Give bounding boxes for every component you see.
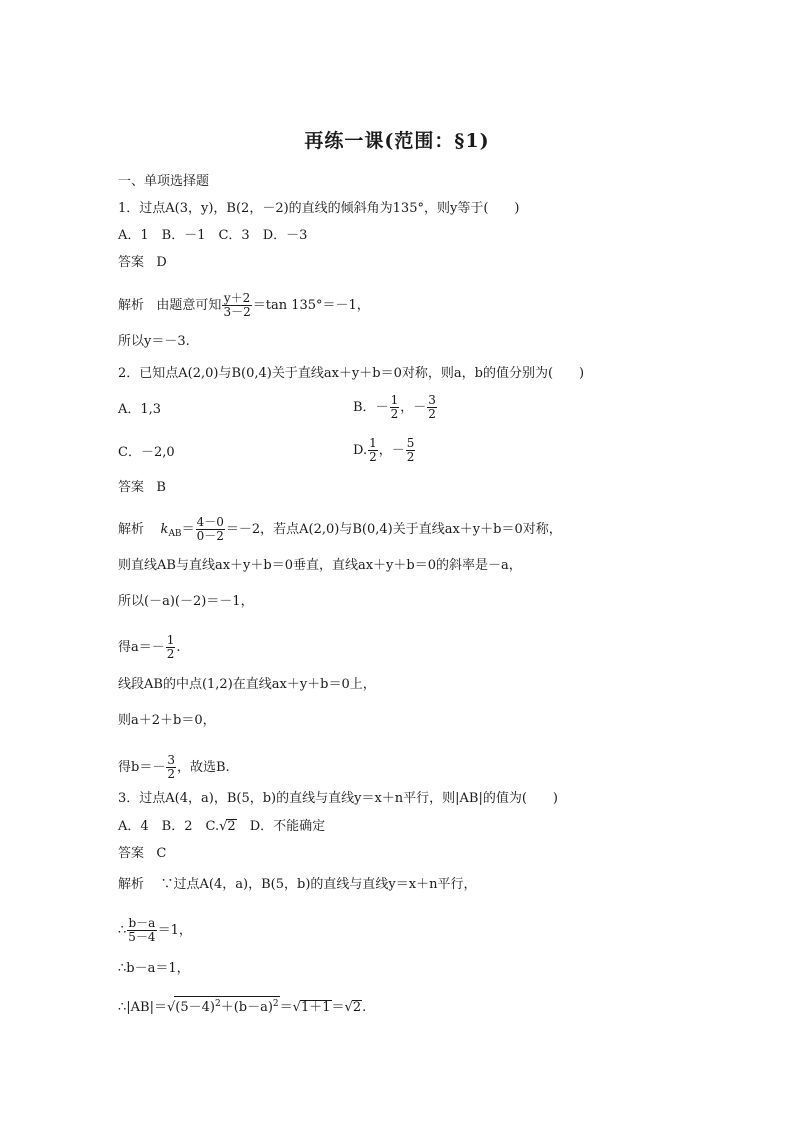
fraction: $\frac{1}{2}$ (369, 436, 377, 464)
solution-text: 由题意可知 (156, 298, 222, 313)
question-3-solution-line-4: $\therefore|AB|=√(5-4)^2+(b-a)^2=√1+1=√2$. (118, 996, 366, 1016)
solution-label: 解析 (118, 298, 145, 313)
square-root: 1＋1 (300, 1000, 331, 1015)
question-3-solution-line-2: ∴ $\frac{b-a}{5-4}$ ＝1， (118, 916, 192, 944)
section-heading: 一、单项选择题 (118, 174, 210, 189)
question-1-solution-line-1 (118, 292, 370, 319)
question-2-solution-line-1: 解析 $k_{AB}=$ $\frac{4-0}{0-2}$ ＝－2，若点A(2,0)与B(0,4)关于直线ax＋y＋b＝0对称， (118, 515, 562, 543)
question-3-solution-line-3: ∴b－a＝1， (118, 961, 190, 976)
page-title: 再练一课(范围：§1) (304, 130, 490, 152)
fraction: $\frac{b-a}{5-4}$ (128, 916, 156, 944)
fraction: $\frac{1}{2}$ (390, 393, 399, 421)
fraction: $\frac{1}{2}$ (166, 633, 175, 661)
answer-label: 答案 (118, 480, 145, 495)
question-2-stem: 2．已知点A(2,0)与B(0,4)关于直线ax＋y＋b＝0对称，则a，b的值分别为( ) (118, 366, 585, 381)
question-2-solution-line-4: 得a＝－ $\frac{1}{2}$ . (118, 633, 181, 661)
fraction: $\frac{3}{2}$ (428, 393, 436, 421)
square-root: 2 (352, 1000, 362, 1015)
square-root: $(5-4)^2+(b-a)^2$ (174, 996, 279, 1015)
question-3-answer (118, 846, 166, 862)
solution-label: 解析 (118, 522, 145, 537)
question-2-solution-line-6: 则a＋2＋b＝0， (118, 713, 216, 728)
question-2-solution-line-3: 所以(－a)(－2)＝－1， (118, 594, 254, 609)
question-1-answer (118, 255, 167, 271)
solution-text: ＝tan 135°＝－1， (252, 298, 370, 313)
fraction: $\frac{5}{2}$ (406, 436, 415, 464)
fraction: $\frac{3}{2}$ (167, 753, 175, 781)
solution-label: 解析 (118, 877, 145, 892)
fraction: $\frac{y+2}{3-2}$ (223, 291, 251, 319)
question-2-answer (118, 480, 166, 496)
question-2-option-d: D. $\frac{1}{2}$ ，－ $\frac{5}{2}$ (353, 436, 415, 464)
question-2-solution-line-5: 线段AB的中点(1,2)在直线ax＋y＋b＝0上， (118, 677, 376, 692)
fraction: $\frac{4-0}{0-2}$ (196, 515, 224, 543)
question-1-solution-line-2: 所以y＝－3. (118, 334, 190, 349)
question-1-options: A．1 B．－1 C．3 D．－3 (118, 228, 308, 243)
answer-label: 答案 (118, 846, 145, 861)
question-2-solution-line-2: 则直线AB与直线ax＋y＋b＝0垂直，直线ax＋y＋b＝0的斜率是－a， (118, 558, 522, 573)
question-2-solution-line-7: 得b＝－ $\frac{3}{2}$ ，故选B. (118, 753, 230, 781)
question-2-option-a: A．1,3 (118, 402, 162, 417)
question-1-stem: 1．过点A(3，y)，B(2，－2)的直线的倾斜角为135°，则y等于( ) (118, 201, 520, 216)
answer-value: C (156, 846, 167, 861)
question-2-option-b: B．－ $\frac{1}{2}$ ，－ $\frac{3}{2}$ (353, 393, 436, 421)
answer-label: 答案 (118, 255, 145, 270)
question-3-options: A．4 B．2 C.√2 D．不能确定 (118, 819, 326, 834)
question-2-option-c: C．－2,0 (118, 445, 175, 460)
question-3-stem: 3．过点A(4，a)，B(5，b)的直线与直线y＝x＋n平行，则|AB|的值为( ) (118, 791, 559, 806)
answer-value: B (156, 480, 166, 495)
answer-value: D (156, 255, 167, 270)
question-3-solution-line-1: 解析 ∵过点A(4，a)，B(5，b)的直线与直线y＝x＋n平行， (118, 877, 477, 892)
